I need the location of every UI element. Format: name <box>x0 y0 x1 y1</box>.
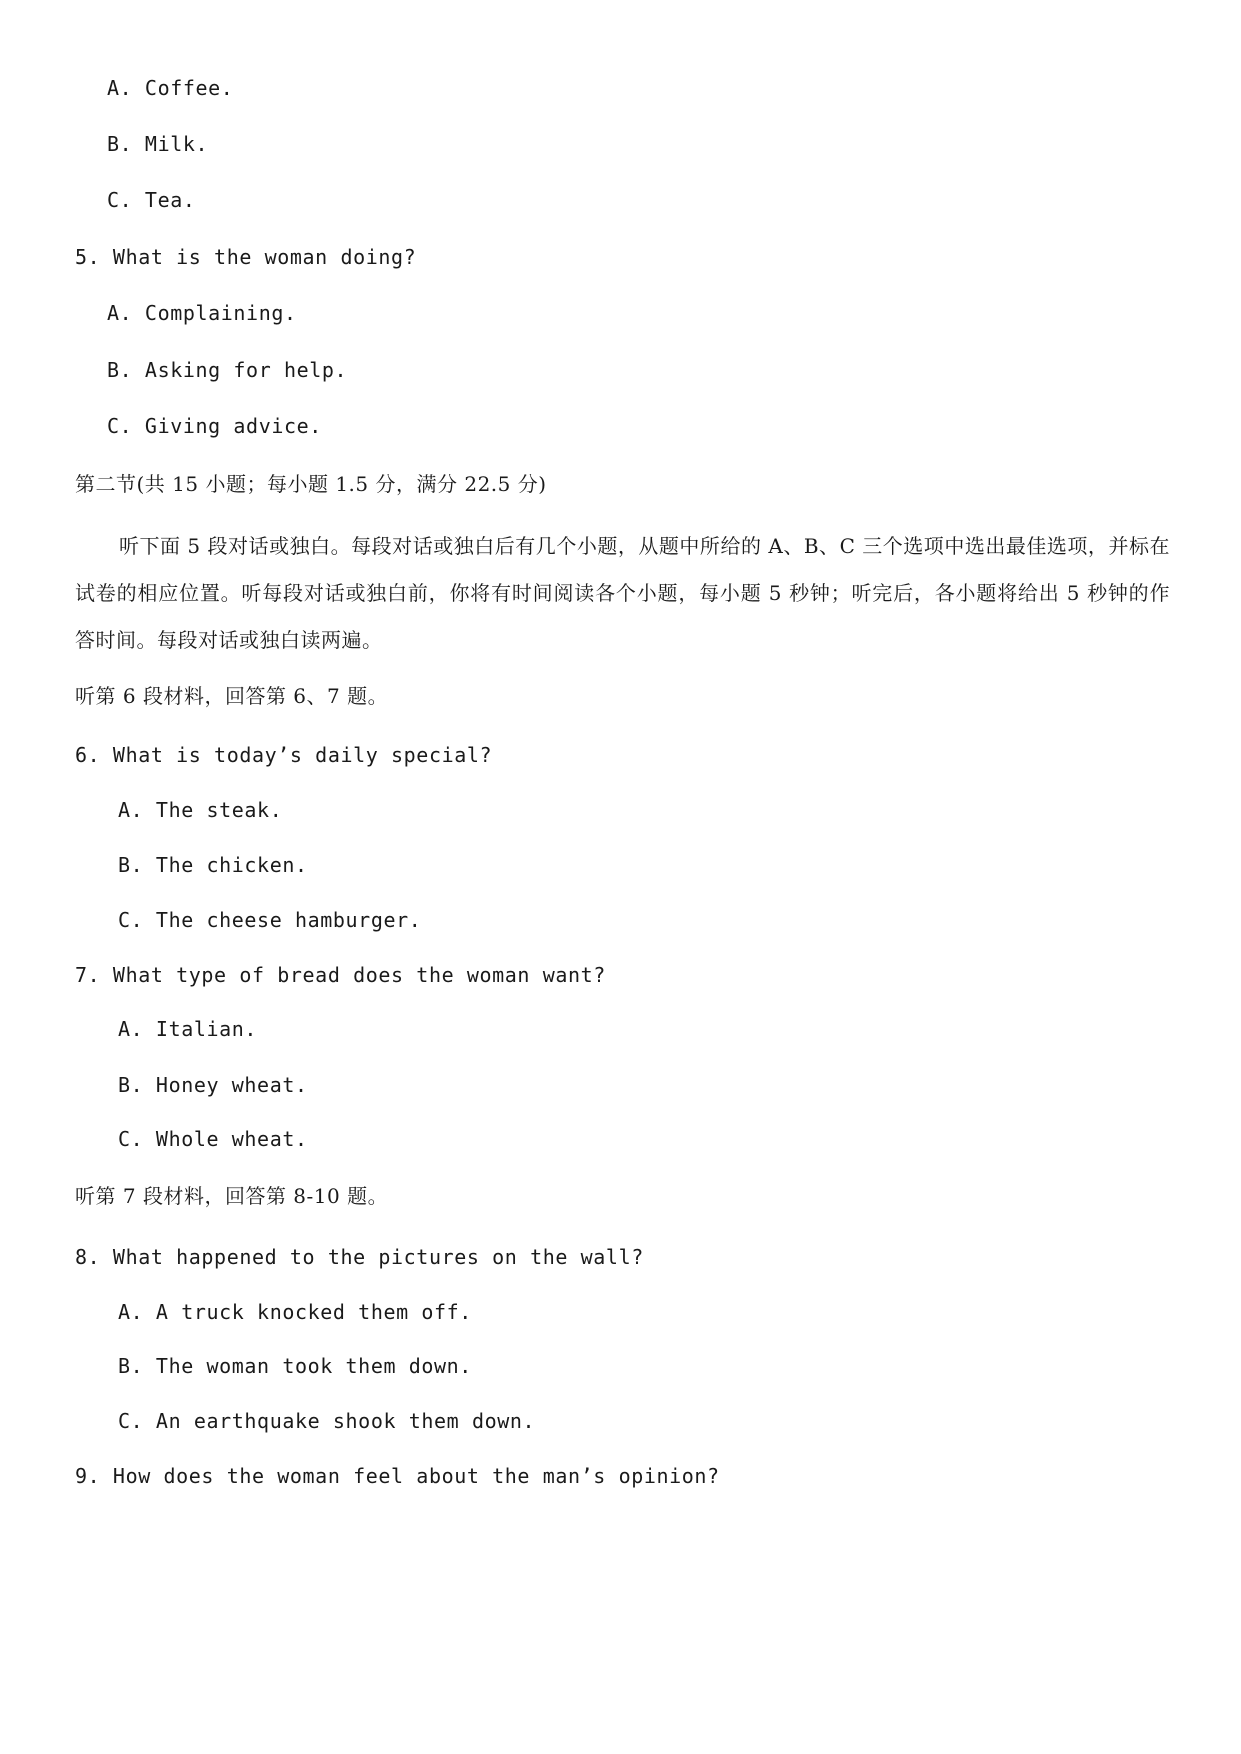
q7-question: 7. What type of bread does the woman want? <box>75 963 606 987</box>
q5-option-b: B. Asking for help. <box>107 358 348 382</box>
q9-question: 9. How does the woman feel about the man’s opinion? <box>75 1464 720 1488</box>
q4-option-b: B. Milk. <box>107 132 209 156</box>
q5-question: 5. What is the woman doing? <box>75 245 417 269</box>
q7-option-a: A. Italian. <box>118 1017 258 1041</box>
q5-option-a: A. Complaining. <box>107 301 297 325</box>
q7-option-c: C. Whole wheat. <box>118 1127 308 1151</box>
q6-option-a: A. The steak. <box>118 798 283 822</box>
q8-option-c: C. An earthquake shook them down. <box>118 1409 536 1433</box>
q6-option-c: C. The cheese hamburger. <box>118 908 422 932</box>
q8-question: 8. What happened to the pictures on the wall? <box>75 1245 644 1269</box>
q6-question: 6. What is today’s daily special? <box>75 743 493 767</box>
passage-6-intro: 听第 6 段材料，回答第 6、7 题。 <box>75 684 389 708</box>
passage-7-intro: 听第 7 段材料，回答第 8-10 题。 <box>75 1184 389 1208</box>
q6-option-b: B. The chicken. <box>118 853 308 877</box>
q4-option-a: A. Coffee. <box>107 76 234 100</box>
q4-option-c: C. Tea. <box>107 188 196 212</box>
q8-option-a: A. A truck knocked them off. <box>118 1300 472 1324</box>
q7-option-b: B. Honey wheat. <box>118 1073 308 1097</box>
q5-option-c: C. Giving advice. <box>107 414 322 438</box>
q8-option-b: B. The woman took them down. <box>118 1354 472 1378</box>
section-instructions: 听下面 5 段对话或独白。每段对话或独白后有几个小题，从题中所给的 A、B、C 三个选项中选出最佳选项，并标在试卷的相应位置。听每段对话或独白前，你将有时间阅读各个小题，每小题 5 秒钟；听完后，各小题将给出 5 秒钟的作答时间。每段对话或独白读两遍。 <box>75 534 1170 652</box>
section-heading: 第二节(共 15 小题；每小题 1.5 分，满分 22.5 分) <box>75 472 547 496</box>
